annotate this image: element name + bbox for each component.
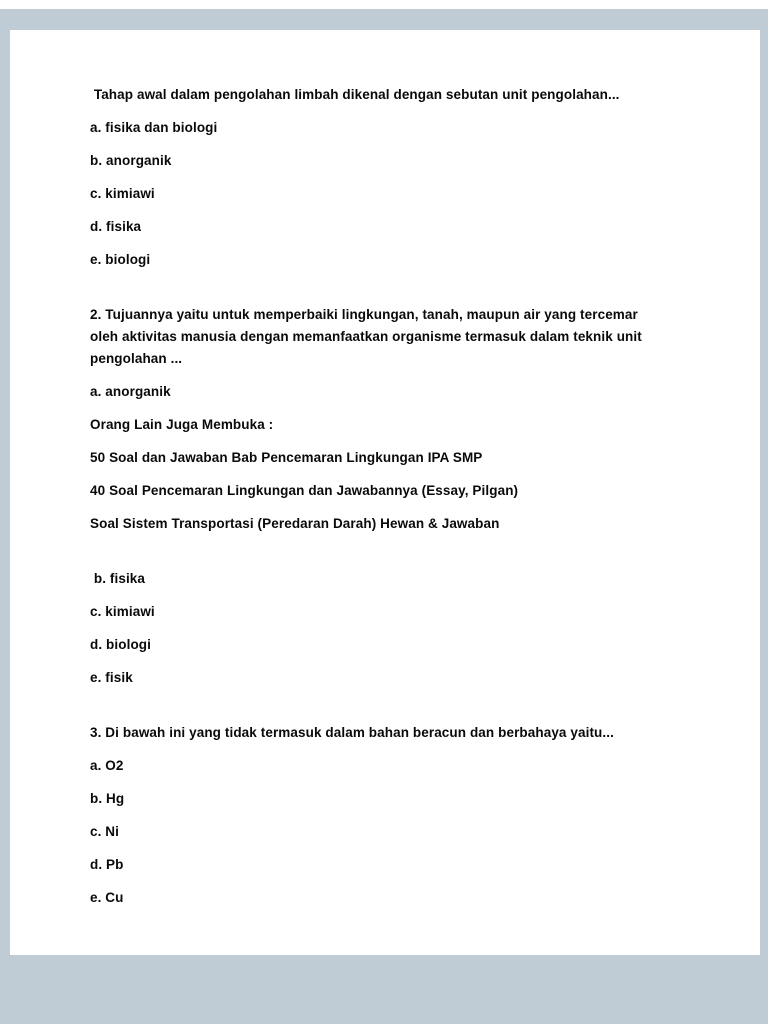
q2-option-c: c. kimiawi — [90, 604, 155, 619]
question-2-text: 2. Tujuannya yaitu untuk memperbaiki lingkungan, tanah, maupun air yang tercemar oleh aktivitas manusia dengan memanfaatkan organisme termasuk dalam teknik unit pengolahan ... — [90, 307, 646, 366]
related-link-2: 40 Soal Pencemaran Lingkungan dan Jawabannya (Essay, Pilgan) — [90, 483, 519, 498]
top-white-strip — [0, 0, 768, 9]
question-1-text: Tahap awal dalam pengolahan limbah dikenal dengan sebutan unit pengolahan... — [90, 87, 620, 102]
related-link-3: Soal Sistem Transportasi (Peredaran Darah) Hewan & Jawaban — [90, 516, 500, 531]
q1-option-b: b. anorganik — [90, 153, 172, 168]
related-link-1: 50 Soal dan Jawaban Bab Pencemaran Lingkungan IPA SMP — [90, 450, 483, 465]
q2-option-d: d. biologi — [90, 637, 151, 652]
q1-option-e: e. biologi — [90, 252, 151, 267]
q3-option-c: c. Ni — [90, 824, 120, 839]
q3-option-e: e. Cu — [90, 890, 124, 905]
document-page — [10, 30, 760, 955]
question-3-text: 3. Di bawah ini yang tidak termasuk dalam bahan beracun dan berbahaya yaitu... — [90, 725, 614, 740]
q2-option-b: b. fisika — [90, 571, 146, 586]
q3-option-a: a. O2 — [90, 758, 124, 773]
q1-option-a: a. fisika dan biologi — [90, 120, 218, 135]
q2-option-a: a. anorganik — [90, 384, 171, 399]
q3-option-d: d. Pb — [90, 857, 124, 872]
related-heading: Orang Lain Juga Membuka : — [90, 417, 274, 432]
q1-option-d: d. fisika — [90, 219, 142, 234]
q1-option-c: c. kimiawi — [90, 186, 155, 201]
q2-option-e: e. fisik — [90, 670, 133, 685]
q3-option-b: b. Hg — [90, 791, 125, 806]
